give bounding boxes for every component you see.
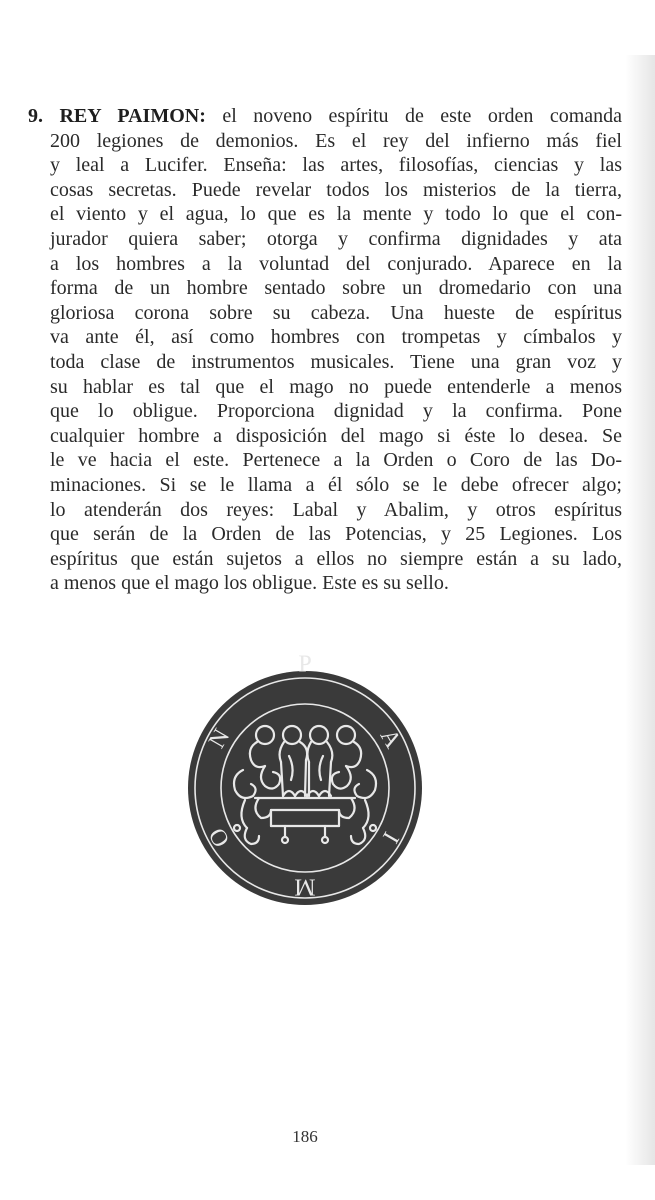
- entry-line: que lo obligue. Proporciona dignidad y la confirma. Pone: [50, 400, 622, 423]
- entry-line: su hablar es tal que el mago no puede entenderle a menos: [50, 375, 622, 398]
- seal-letter: N: [204, 724, 236, 753]
- seal-letter: P: [298, 651, 312, 678]
- paimon-seal: [185, 651, 425, 908]
- entry-line: a los hombres a la voluntad del conjurado. Aparece en la: [50, 252, 622, 275]
- entry-line: 200 legiones de demonios. Es el rey del infierno más fiel: [50, 129, 622, 152]
- entry-line: y leal a Lucifer. Enseña: las artes, filosofías, ciencias y las: [50, 154, 622, 177]
- entry-line: forma de un hombre sentado sobre un dromedario con una: [50, 277, 622, 300]
- seal-letter: A: [374, 724, 406, 753]
- entry-line: cosas secretas. Puede revelar todos los misterios de la tierra,: [50, 178, 622, 201]
- entry-line: minaciones. Si se le llama a él sólo se le debe ofrecer algo;: [50, 473, 622, 496]
- entry-line: cualquier hombre a disposición del mago si éste lo desea. Se: [50, 424, 622, 447]
- entry-line: el viento y el agua, lo que es la mente y todo lo que el con-: [50, 203, 622, 226]
- seal-graphic: [185, 651, 425, 908]
- page-number: 186: [292, 1127, 318, 1146]
- entry-number: 9.: [28, 105, 43, 127]
- demon-entry: [28, 104, 622, 596]
- entry-line: espíritus que están sujetos a ellos no siempre están a su lado,: [50, 547, 622, 570]
- entry-line: que serán de la Orden de las Potencias, y 25 Legiones. Los: [50, 523, 622, 546]
- seal-letter: I: [377, 827, 404, 848]
- entry-line: el noveno espíritu de este orden comanda: [222, 105, 623, 127]
- entry-line: a menos que el mago los obligue. Este es su sello.: [50, 572, 449, 595]
- entry-line: gloriosa corona sobre su cabeza. Una hueste de espíritus: [50, 301, 622, 324]
- entry-line: va ante él, así como hombres con trompetas y címbalos y: [50, 326, 622, 349]
- seal-letter: M: [294, 873, 316, 900]
- entry-line: jurador quiera saber; otorga y confirma dignidades y ata: [50, 227, 622, 250]
- entry-line: toda clase de instrumentos musicales. Tiene una gran voz y: [50, 350, 622, 373]
- seal-letter: O: [204, 823, 236, 852]
- entry-heading: REY PAIMON:: [59, 105, 206, 127]
- entry-line: le ve hacia el este. Pertenece a la Orden o Coro de las Do-: [50, 449, 622, 472]
- entry-first-line: [28, 104, 622, 129]
- entry-line: lo atenderán dos reyes: Labal y Abalim, y otros espíritus: [50, 498, 622, 521]
- page-edge-shadow: [625, 55, 655, 1165]
